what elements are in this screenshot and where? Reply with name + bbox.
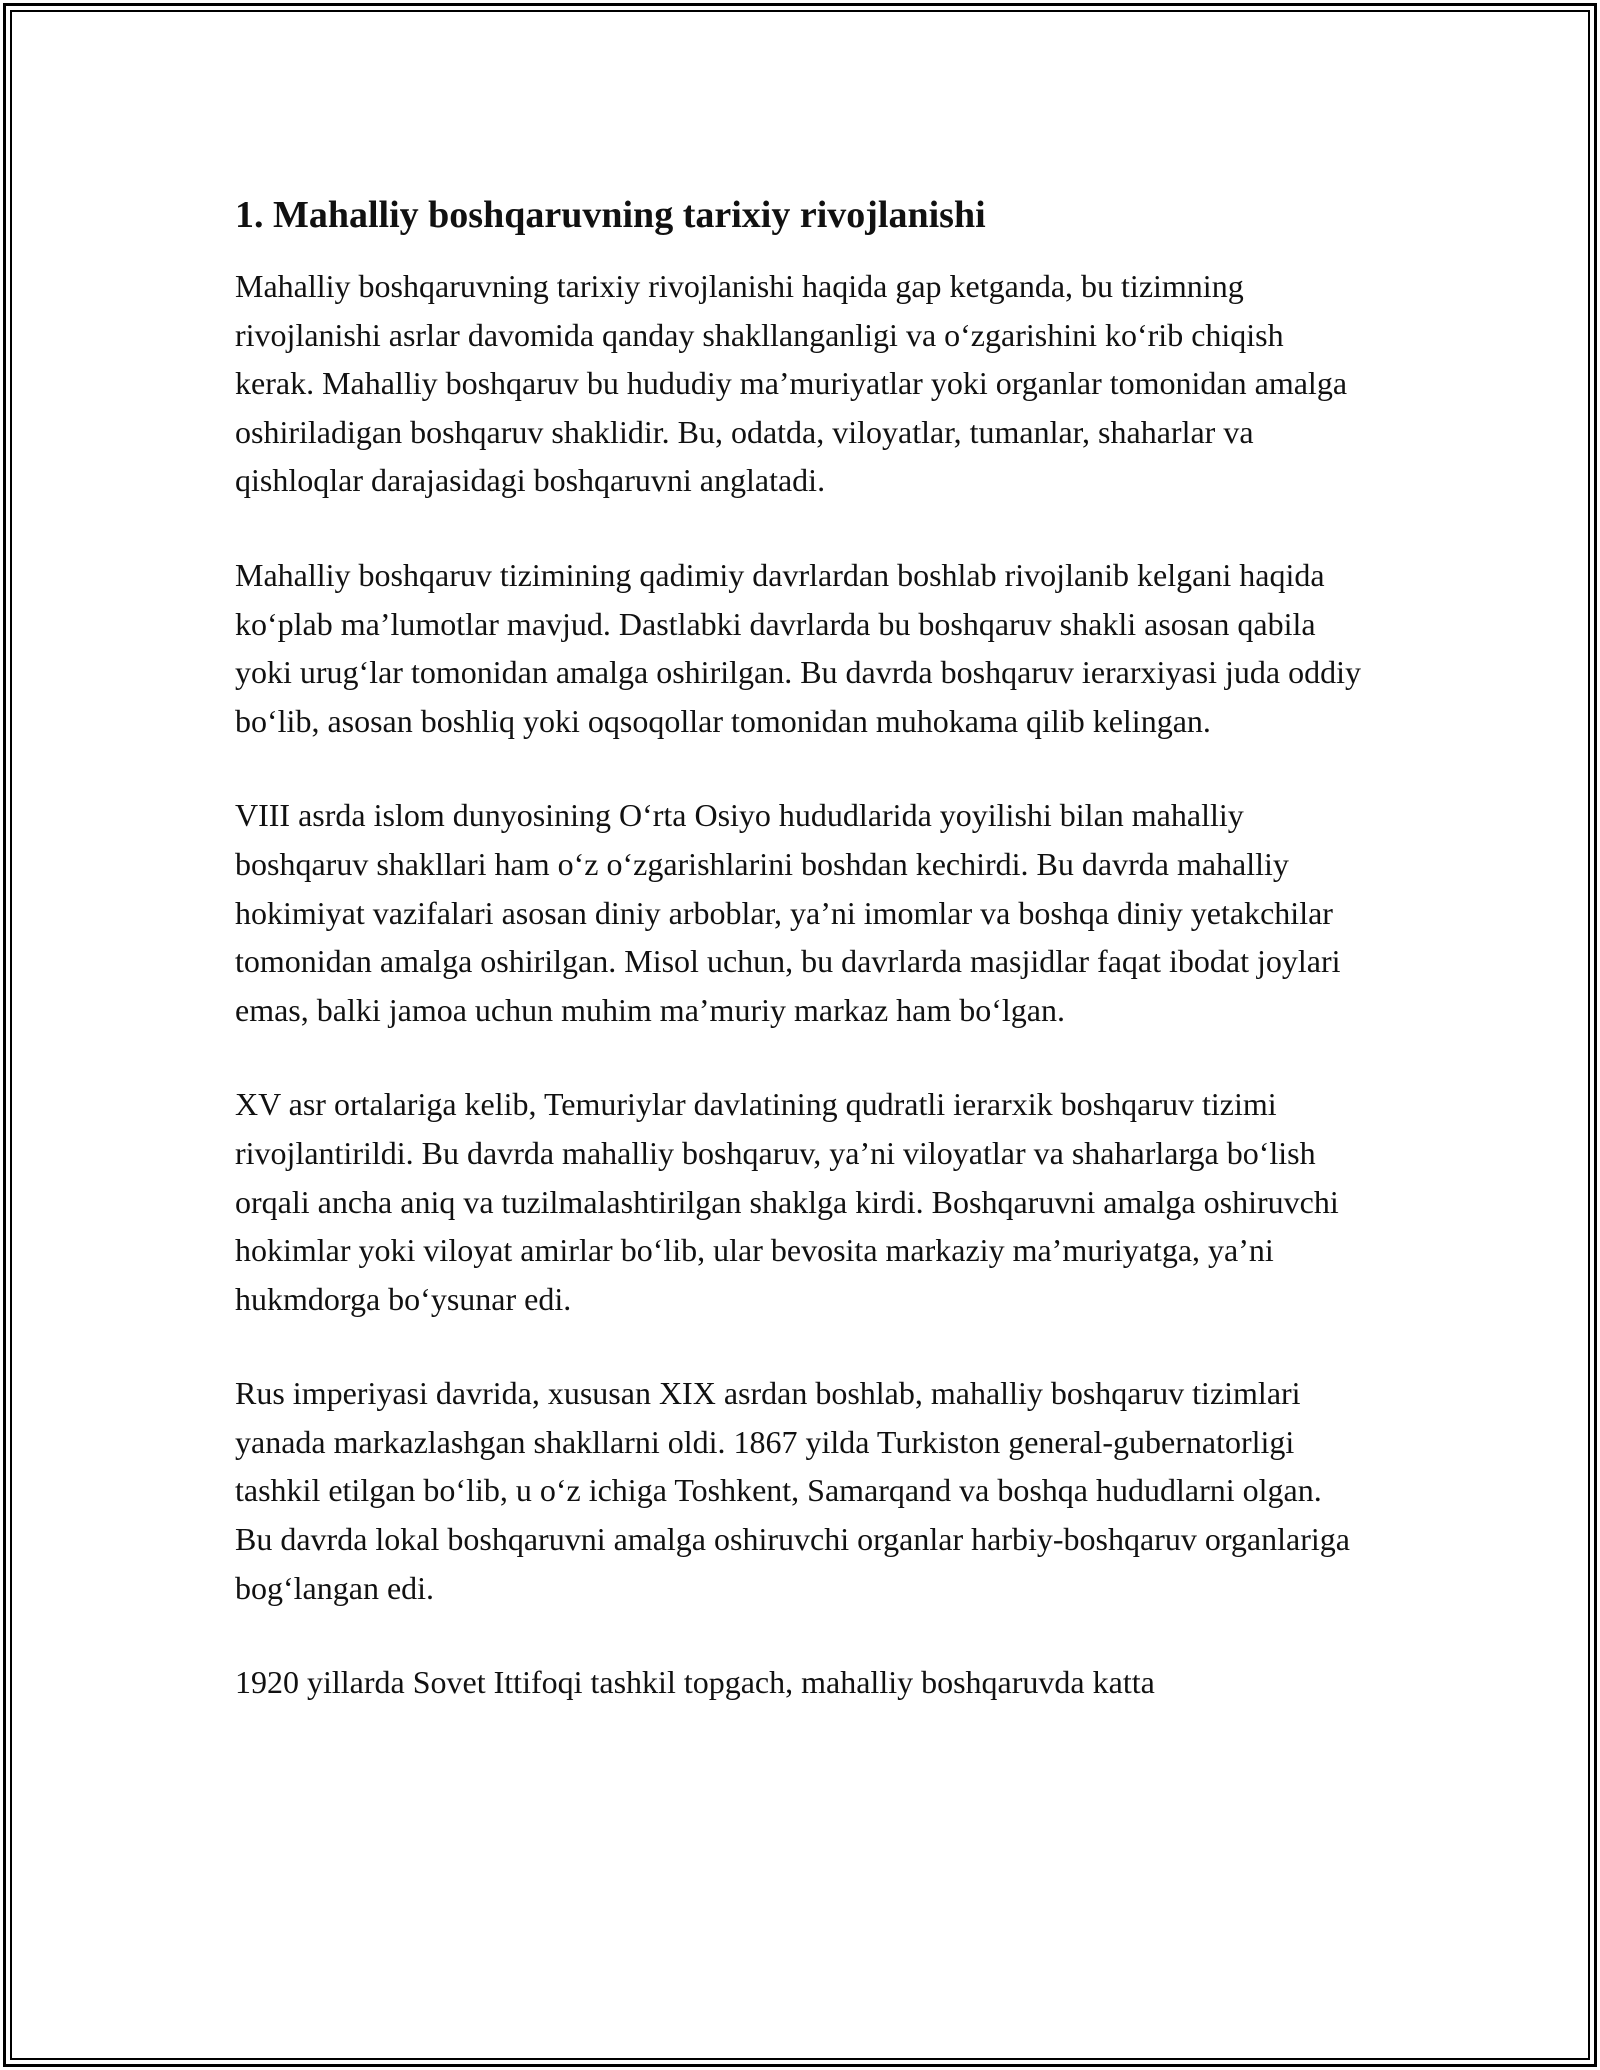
- paragraph-6: 1920 yillarda Sovet Ittifoqi tashkil topgach, mahalliy boshqaruvda katta: [235, 1664, 1155, 1701]
- document-page: [235, 190, 1365, 1753]
- paragraph-4: XV asr ortalariga kelib, Temuriylar davlatining qudratli ierarxik boshqaruv tizimi rivojlantirildi. Bu davrda mahalliy boshqaruv, ya’ni viloyatlar va shaharlarga bo‘lish orqali ancha aniq va tuzilmalashtirilgan shaklga kirdi. Boshqaruvni amalga oshiruvchi hokimlar yoki viloyat amirlar bo‘lib, ular bevosita markaziy ma’muriyatga, ya’ni hukmdorga bo‘ysunar edi.: [235, 1086, 1339, 1317]
- paragraph-1: Mahalliy boshqaruvning tarixiy rivojlanishi haqida gap ketganda, bu tizimning rivojlanishi asrlar davomida qanday shakllanganligi va o‘zgarishini ko‘rib chiqish kerak. Mahalliy boshqaruv bu hududiy ma’muriyatlar yoki organlar tomonidan amalga oshiriladigan boshqaruv shaklidir. Bu, odatda, viloyatlar, tumanlar, shaharlar va qishloqlar darajasidagi boshqaruvni anglatadi.: [235, 268, 1348, 499]
- paragraph-2: Mahalliy boshqaruv tizimining qadimiy davrlardan boshlab rivojlanib kelgani haqida ko‘plab ma’lumotlar mavjud. Dastlabki davrlarda bu boshqaruv shakli asosan qabila yoki urug‘lar tomonidan amalga oshirilgan. Bu davrda boshqaruv ierarxiyasi juda oddiy bo‘lib, asosan boshliq yoki oqsoqollar tomonidan muhokama qilib kelingan.: [235, 556, 1361, 739]
- section-heading: 1. Mahalliy boshqaruvning tarixiy rivojlanishi: [235, 194, 986, 236]
- paragraph-3: VIII asrda islom dunyosining O‘rta Osiyo hududlarida yoyilishi bilan mahalliy boshqaruv shakllari ham o‘z o‘zgarishlarini boshdan kechirdi. Bu davrda mahalliy hokimiyat vazifalari asosan diniy arboblar, ya’ni imomlar va boshqa diniy yetakchilar tomonidan amalga oshirilgan. Misol uchun, bu davrlarda masjidlar faqat ibodat joylari emas, balki jamoa uchun muhim ma’muriy markaz ham bo‘lgan.: [235, 797, 1341, 1028]
- paragraph-5: Rus imperiyasi davrida, xususan XIX asrdan boshlab, mahalliy boshqaruv tizimlari yanada markazlashgan shakllarni oldi. 1867 yilda Turkiston general-gubernatorligi tashkil etilgan bo‘lib, u o‘z ichiga Toshkent, Samarqand va boshqa hududlarni olgan. Bu davrda lokal boshqaruvni amalga oshiruvchi organlar harbiy-boshqaruv organlariga bog‘langan edi.: [235, 1375, 1350, 1606]
